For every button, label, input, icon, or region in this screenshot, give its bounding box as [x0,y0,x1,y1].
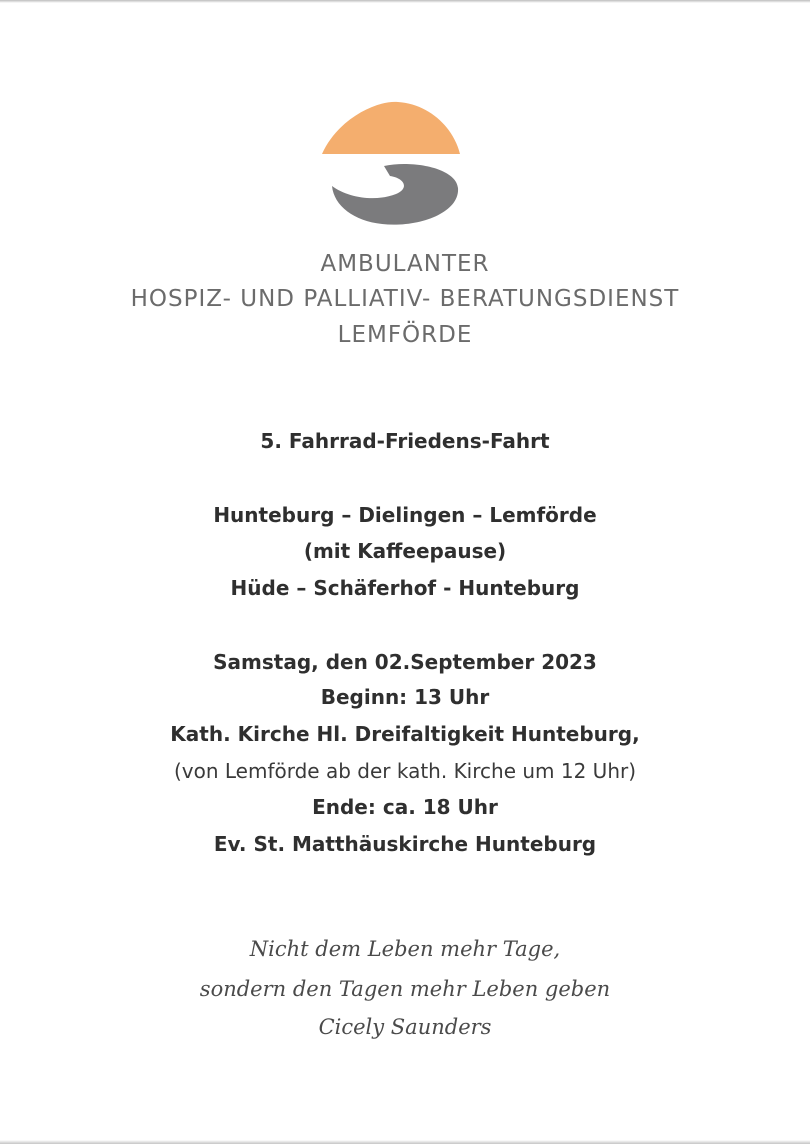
page-top-edge [0,0,810,3]
page-bottom-edge [0,1140,810,1144]
route-line-1: Hunteburg – Dielingen – Lemförde [213,503,597,527]
org-name-line-2: HOSPIZ- UND PALLIATIV- BERATUNGSDIENST [130,286,680,312]
event-title: 5. Fahrrad-Friedens-Fahrt [260,429,550,453]
quote-line-2: sondern den Tagen mehr Leben geben [199,977,611,1001]
logo-orange-arc [322,102,460,154]
hospice-logo [318,98,464,228]
event-end: Ende: ca. 18 Uhr [312,795,498,819]
quote-author: Cicely Saunders [318,1015,492,1039]
logo-gray-swoosh [332,164,458,225]
event-start-place: Kath. Kirche Hl. Dreifaltigkeit Hunteburg, [170,722,640,746]
route-line-3: Hüde – Schäferhof - Hunteburg [230,576,580,600]
org-name-line-1: AMBULANTER [320,251,490,277]
event-alt-start-note: (von Lemförde ab der kath. Kirche um 12 Uhr) [173,759,637,783]
quote-line-1: Nicht dem Leben mehr Tage, [249,937,561,961]
event-begin: Beginn: 13 Uhr [320,685,490,709]
route-line-2: (mit Kaffeepause) [303,539,507,563]
org-name-line-3: LEMFÖRDE [337,322,473,348]
event-end-place: Ev. St. Matthäuskirche Hunteburg [213,832,597,856]
event-date: Samstag, den 02.September 2023 [213,650,597,674]
